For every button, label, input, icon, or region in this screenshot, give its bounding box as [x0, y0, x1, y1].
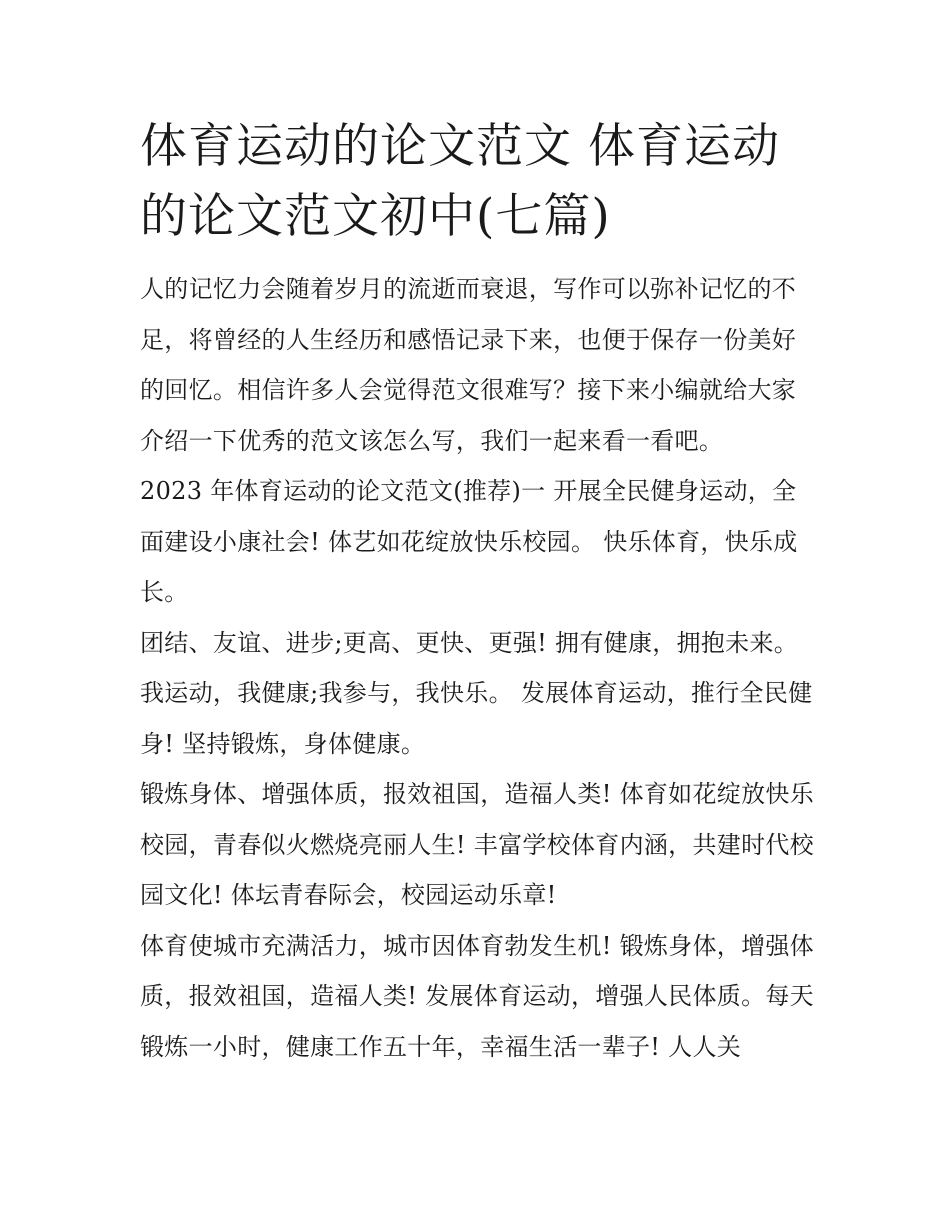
- paragraph-slogans-3: 锻炼身体、增强体质，报效祖国，造福人类! 体育如花绽放快乐校园，青春似火燃烧亮丽人生! 丰富学校体育内涵，共建时代校园文化! 体坛青春际会，校园运动乐章!: [140, 780, 814, 909]
- paragraph-slogans-4: 体育使城市充满活力，城市因体育勃发生机! 锻炼身体，增强体质，报效祖国，造福人类! 发展体育运动，增强人民体质。每天锻炼一小时，健康工作五十年，幸福生活一辈子! 人人关: [140, 931, 814, 1061]
- paragraph-slogans-2: 团结、友谊、进步;更高、更快、更强! 拥有健康，拥抱未来。我运动，我健康;我参与，我快乐。 发展体育运动，推行全民健身! 坚持锻炼，身体健康。: [140, 628, 813, 758]
- paragraph-slogans-1: 2023 年体育运动的论文范文(推荐)一 开展全民健身运动，全面建设小康社会! 体艺如花绽放快乐校园。 快乐体育，快乐成长。: [140, 477, 798, 606]
- paragraph-intro: 人的记忆力会随着岁月的流逝而衰退，写作可以弥补记忆的不足，将曾经的人生经历和感悟记录下来，也便于保存一份美好的回忆。相信许多人会觉得范文很难写？接下来小编就给大家介绍一下优秀的范文该怎么写，我们一起来看一看吧。: [140, 275, 797, 455]
- document-title: 体育运动的论文范文 体育运动的论文范文初中(七篇): [140, 119, 780, 244]
- document-body: [140, 112, 816, 1072]
